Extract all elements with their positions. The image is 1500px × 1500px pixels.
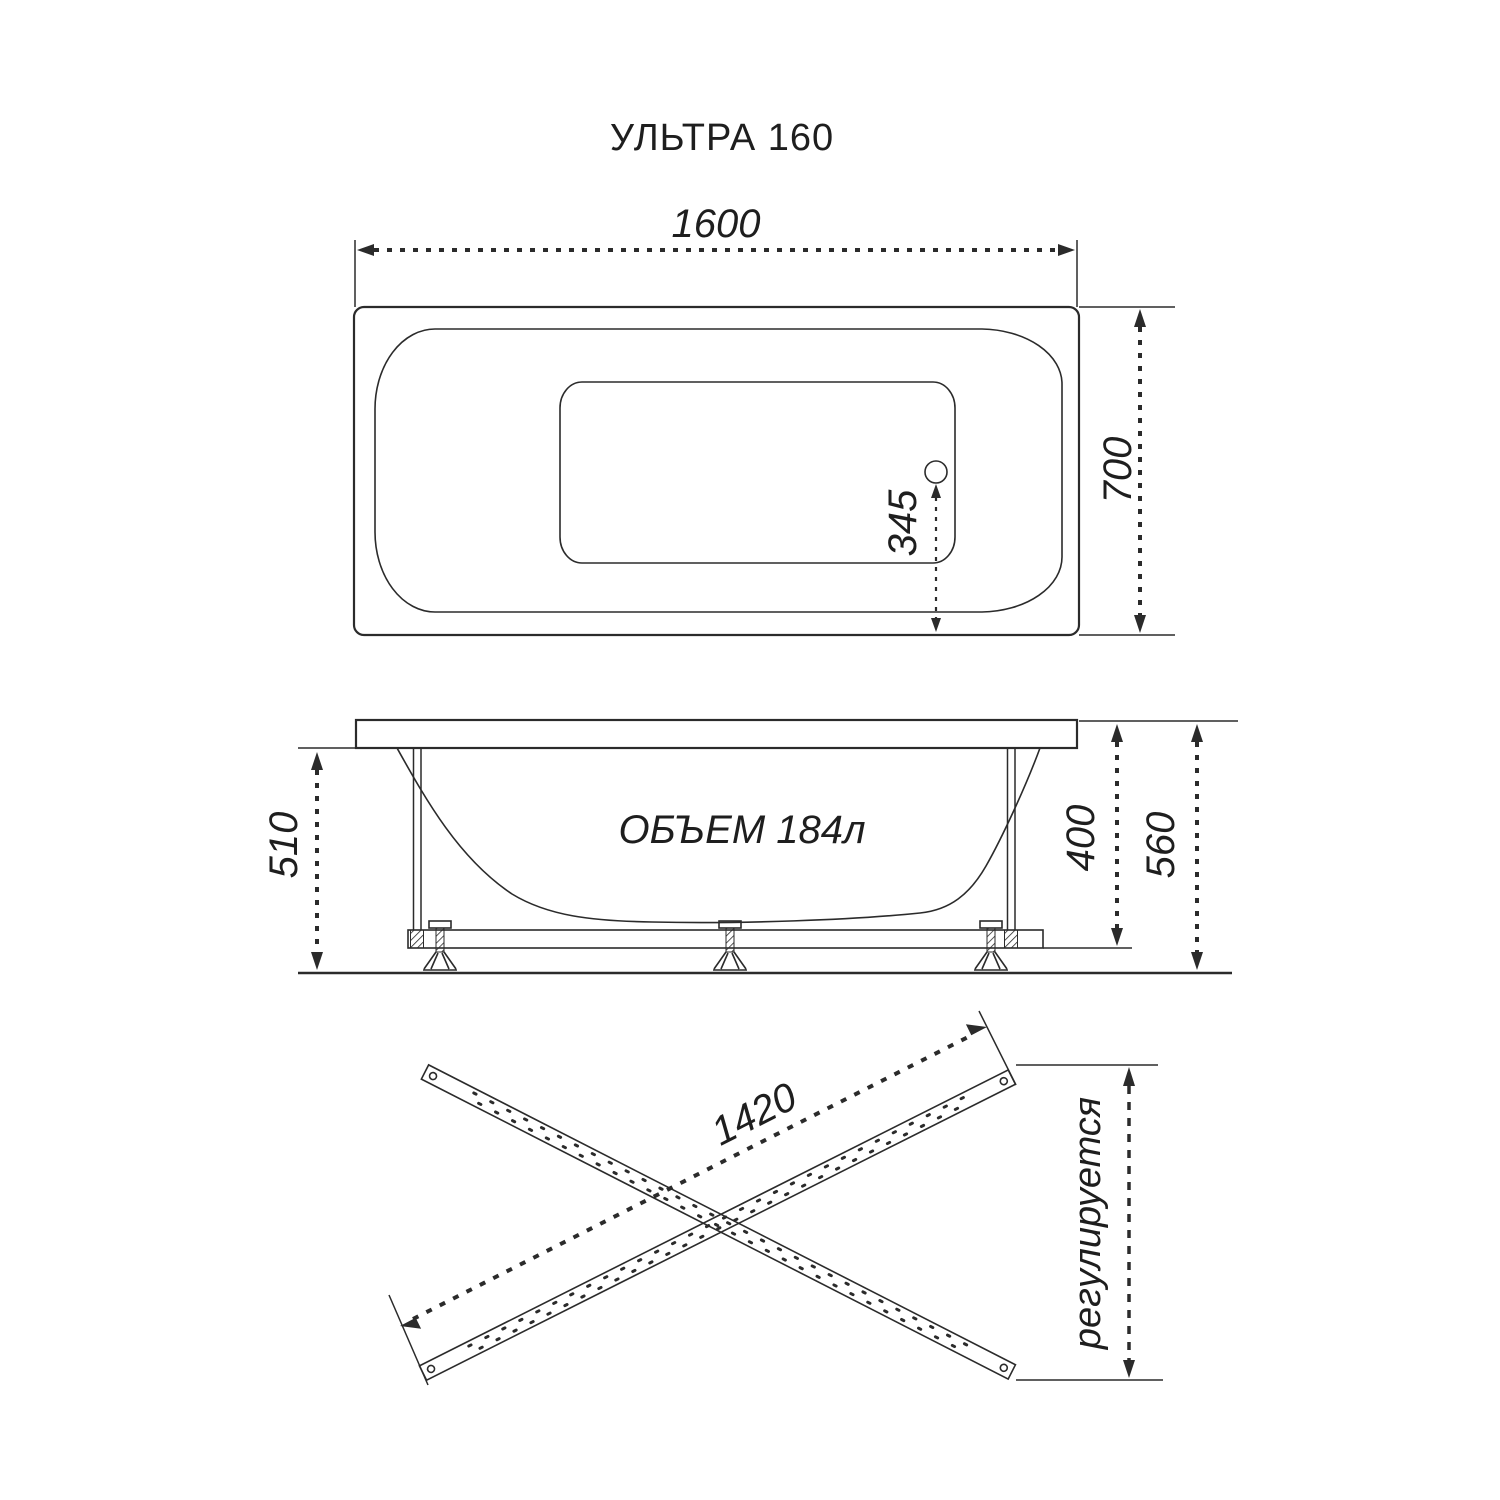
dim-height-560 <box>1139 724 1203 970</box>
dim-drain-label: 345 <box>881 489 925 557</box>
dim-560-label: 560 <box>1139 811 1183 879</box>
volume-label: ОБЪЕМ 184л <box>618 808 866 852</box>
tub-outer-rim <box>354 307 1079 635</box>
tub-inner-rim <box>375 329 1062 612</box>
dim-400-label: 400 <box>1059 804 1103 872</box>
side-view <box>262 720 1238 973</box>
drawing-title: УЛЬТРА 160 <box>609 117 835 159</box>
adjustable-label: регулируется <box>1067 1096 1109 1350</box>
post-anchor-right <box>1005 930 1018 948</box>
dim-width-700 <box>1079 307 1175 635</box>
dim-adjustable <box>1016 1065 1163 1380</box>
dim-width-label: 700 <box>1096 436 1140 504</box>
frame-view <box>389 1011 1163 1385</box>
drain-icon <box>925 461 947 483</box>
dim-510-label: 510 <box>262 811 306 879</box>
dim-1420-label: 1420 <box>704 1074 804 1155</box>
tub-rim-side <box>356 720 1077 748</box>
adjustable-foot-left <box>423 921 457 970</box>
dim-height-510 <box>262 752 323 970</box>
dim-height-400 <box>1059 724 1123 946</box>
dim-length-label: 1600 <box>671 202 761 246</box>
adjustable-foot-right <box>974 921 1008 970</box>
top-view <box>354 202 1175 635</box>
dim-drain-345 <box>881 484 941 632</box>
adjustable-foot-center <box>713 921 747 970</box>
post-anchor-left <box>411 930 424 948</box>
dim-length-1600 <box>355 202 1077 307</box>
